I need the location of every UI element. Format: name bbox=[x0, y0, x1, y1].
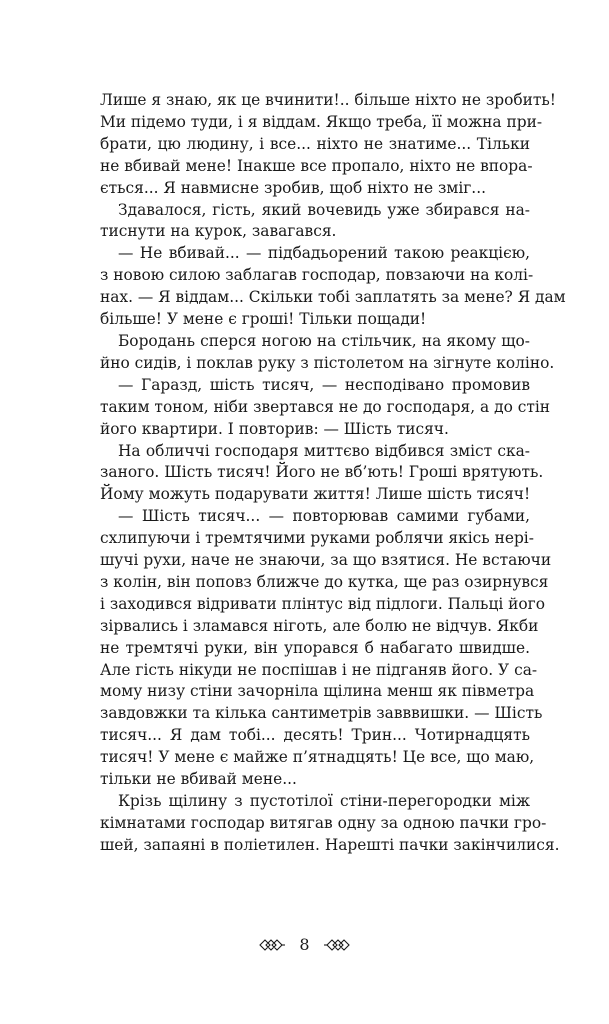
text-line: брати, цю людину, і все... ніхто не знатиме... Тільки bbox=[100, 134, 530, 153]
text-line: Крізь щілину з пустотілої стіни-перегородки між bbox=[118, 792, 530, 810]
text-line: Бородань сперся ногою на стільчик, на якому що- bbox=[118, 331, 530, 350]
text-line: На обличчі господаря миттєво відбився зміст ска- bbox=[118, 441, 530, 460]
knot-ornament-icon bbox=[259, 939, 285, 951]
knot-ornament-icon bbox=[324, 939, 350, 951]
text-line: і заходився відривати плінтус від підлоги. Пальці його bbox=[100, 594, 546, 613]
text-line: Здавалося, гість, який вочевидь уже збирався на- bbox=[118, 200, 530, 219]
text-line: мому низу стіни зачорніла щілина менш як півметра bbox=[100, 682, 535, 701]
text-line: Йому можуть подарувати життя! Лише шість тисяч! bbox=[100, 485, 531, 504]
text-line: тисяч... Я дам тобі... десять! Трин... Чотирнадцять bbox=[100, 726, 530, 745]
text-line: заного. Шість тисяч! Його не вб’ють! Гроші врятують. bbox=[100, 463, 544, 482]
text-line: — Не вбивай... — підбадьорений такою реакцією, bbox=[118, 244, 530, 263]
text-line: з колін, він поповз ближче до кутка, ще раз озирнувся bbox=[100, 572, 549, 591]
page-number: 8 bbox=[299, 935, 310, 954]
text-line: шей, запаяні в поліетилен. Нарешті пачки закінчилися. bbox=[100, 835, 560, 854]
text-line: схлипуючи і тремтячими руками роблячи якісь нері- bbox=[100, 529, 534, 548]
text-line: Лише я знаю, як це вчинити!.. більше ніхто не зробить! bbox=[100, 91, 556, 109]
text-line: шучі рухи, наче не знаючи, за що взятися. Не встаючи bbox=[100, 551, 552, 570]
body-text bbox=[100, 90, 566, 857]
text-line: тільки не вбивай мене... bbox=[100, 770, 297, 789]
text-line: тисяч! У мене є майже п’ятнадцять! Це все, що маю, bbox=[100, 748, 535, 767]
text-line: таким тоном, ніби звертався не до господаря, а до стін bbox=[100, 397, 551, 416]
text-line: його квартири. І повторив: — Шість тисяч. bbox=[100, 419, 449, 438]
text-line: не тремтячі руки, він упорався б набагато швидше. bbox=[100, 638, 530, 657]
text-line: більше! У мене є гроші! Тільки пощади! bbox=[100, 310, 427, 329]
text-line: йно сидів, і поклав руку з пістолетом на зігнуте коліно. bbox=[100, 353, 555, 372]
text-line: не вбивай мене! Інакше все пропало, ніхто не впора- bbox=[100, 156, 533, 175]
text-line: — Шість тисяч... — повторював самими губами, bbox=[118, 507, 530, 526]
text-line: зірвались і зламався ніготь, але болю не відчув. Якби bbox=[100, 616, 539, 635]
text-line: Але гість нікуди не поспішав і не підганяв його. У са- bbox=[100, 660, 538, 679]
text-line: — Гаразд, шість тисяч, — несподівано промовив bbox=[118, 375, 530, 394]
text-line: Ми підемо туди, і я віддам. Якщо треба, її можна при- bbox=[100, 112, 543, 131]
text-line: з новою силою заблагав господар, повзаючи на колі- bbox=[100, 266, 534, 285]
text-line: нах. — Я віддам... Скільки тобі заплатять за мене? Я дам bbox=[100, 288, 566, 307]
text-line: ється... Я навмисне зробив, щоб ніхто не зміг... bbox=[100, 178, 486, 197]
text-line: кімнатами господар витягав одну за одною пачки гро- bbox=[100, 813, 547, 832]
text-line: завдовжки та кілька сантиметрів завввишки. — Шість bbox=[100, 704, 543, 723]
page-footer bbox=[0, 935, 609, 954]
text-line: тиснути на курок, завагався. bbox=[100, 222, 337, 241]
